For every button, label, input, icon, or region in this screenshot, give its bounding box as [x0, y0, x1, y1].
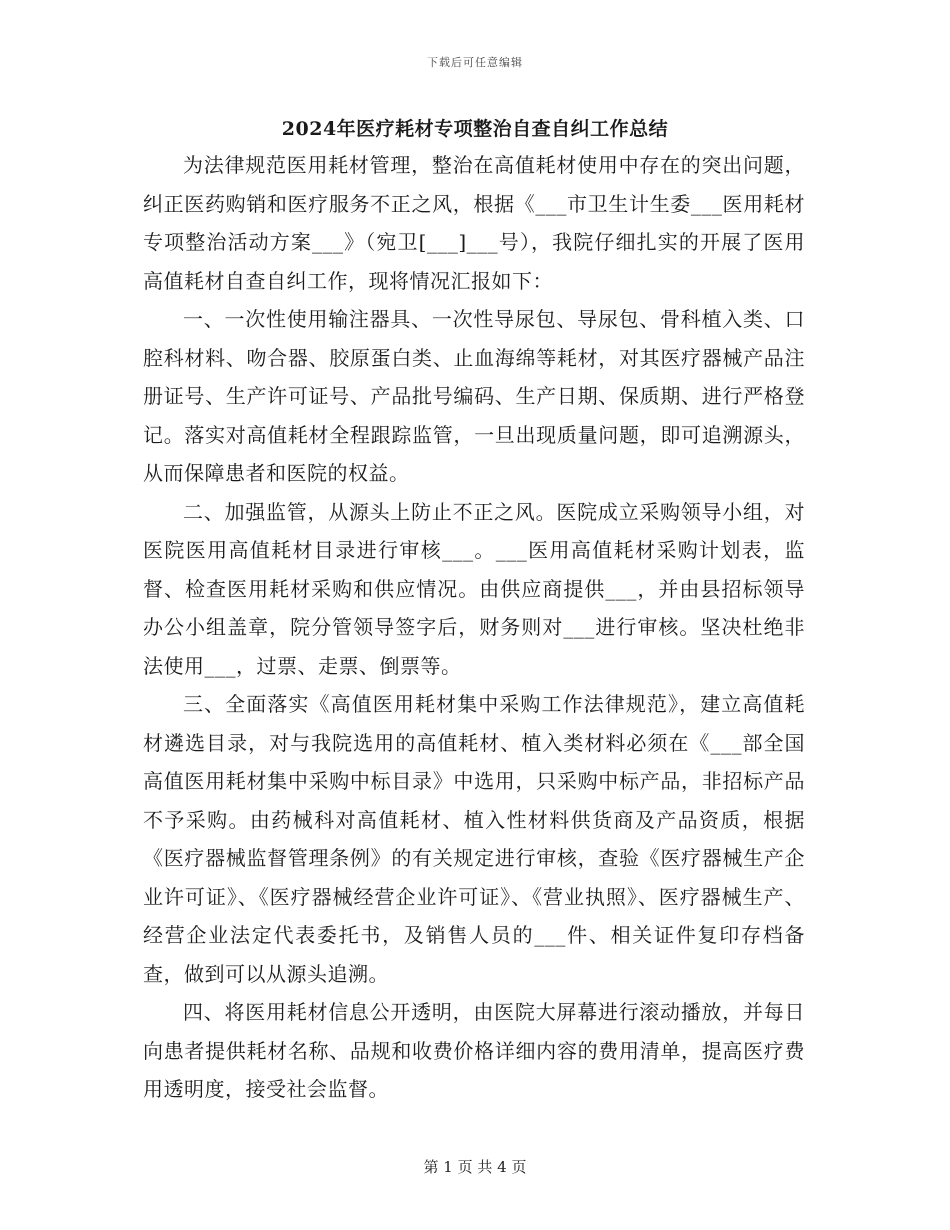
download-note: 下载后可任意编辑	[427, 56, 523, 69]
document-body	[143, 146, 805, 1109]
paragraph-intro: 为法律规范医用耗材管理，整治在高值耗材使用中存在的突出问题，纠正医药购销和医疗服务不正之风，根据《___市卫生计生委___医用耗材专项整治活动方案___》（宛卫[___]___号），我院仔细扎实的开展了医用高值耗材自查自纠工作，现将情况汇报如下：	[143, 153, 805, 293]
paragraph-section-2: 二、加强监管，从源头上防止不正之风。医院成立采购领导小组，对医院医用高值耗材目录进行审核___。___医用高值耗材采购计划表，监督、检查医用耗材采购和供应情况。由供应商提供___，并由县招标领导办公小组盖章，院分管领导签字后，财务则对___进行审核。坚决杜绝非法使用___，过票、走票、倒票等。	[143, 499, 805, 678]
paragraph-section-4: 四、将医用耗材信息公开透明，由医院大屏幕进行滚动播放，并每日向患者提供耗材名称、品规和收费价格详细内容的费用清单，提高医疗费用透明度，接受社会监督。	[143, 1000, 805, 1101]
paragraph-section-3: 三、全面落实《高值医用耗材集中采购工作法律规范》，建立高值耗材遴选目录，对与我院选用的高值耗材、植入类材料必须在《___部全国高值医用耗材集中采购中标目录》中选用，只采购中标产品，非招标产品不予采购。由药械科对高值耗材、植入性材料供货商及产品资质，根据《医疗器械监督管理条例》的有关规定进行审核，查验《医疗器械生产企业许可证》、《医疗器械经营企业许可证》、《营业执照》、医疗器械生产、经营企业法定代表委托书，及销售人员的___件、相关证件复印存档备查，做到可以从源头追溯。	[143, 692, 805, 986]
document-title: 2024年医疗耗材专项整治自查自纠工作总结	[281, 118, 669, 140]
page-number: 第 1 页 共 4 页	[423, 1158, 527, 1176]
paragraph-section-1: 一、一次性使用输注器具、一次性导尿包、导尿包、骨科植入类、口腔科材料、吻合器、胶原蛋白类、止血海绵等耗材，对其医疗器械产品注册证号、生产许可证号、产品批号编码、生产日期、保质期、进行严格登记。落实对高值耗材全程跟踪监管，一旦出现质量问题，即可追溯源头，从而保障患者和医院的权益。	[143, 307, 805, 485]
